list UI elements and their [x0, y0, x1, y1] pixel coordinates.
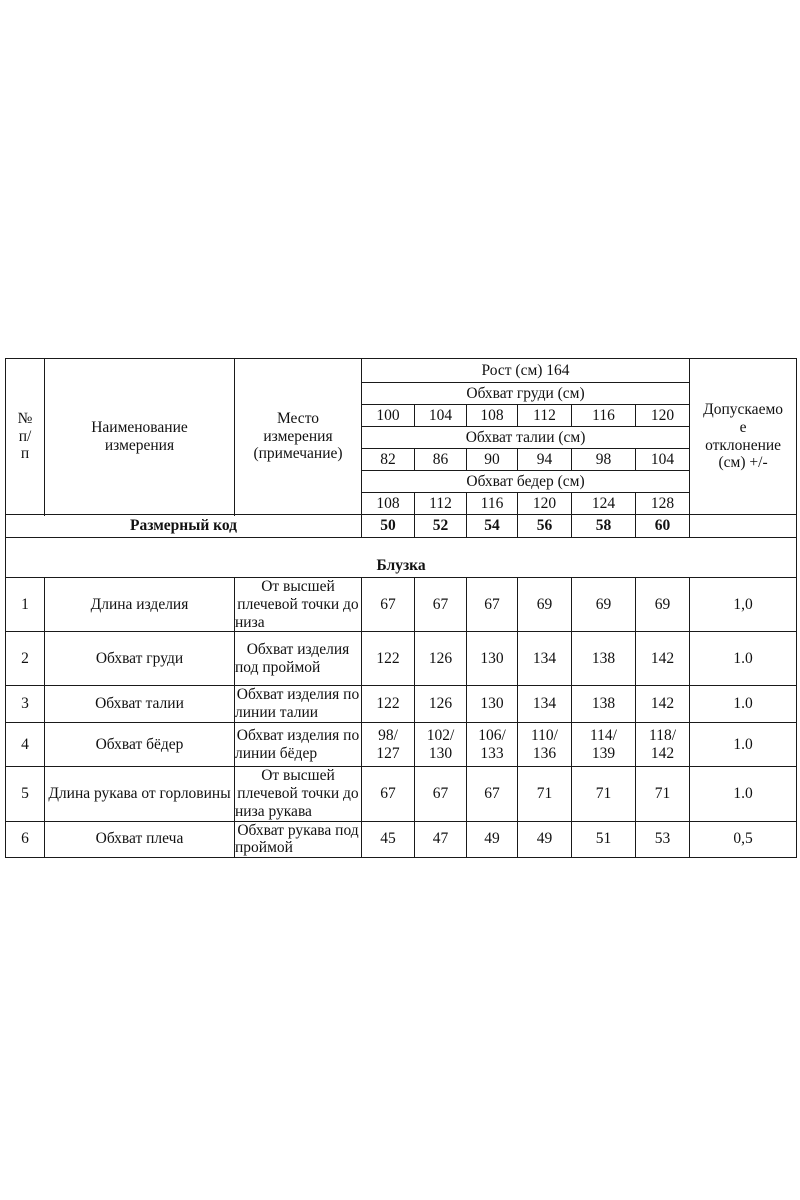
hips-value: 124 — [572, 493, 636, 515]
waist-value: 82 — [362, 449, 415, 471]
size-code-value: 56 — [518, 515, 572, 538]
row-value: 142 — [636, 686, 690, 723]
row-place: От высшей плечевой точки до низа — [235, 578, 362, 632]
waist-value: 86 — [415, 449, 467, 471]
header-place-line: (примечание) — [253, 445, 343, 463]
row-number: 3 — [6, 686, 45, 723]
row-tolerance: 1.0 — [690, 723, 797, 767]
header-tolerance-line: е — [739, 418, 747, 436]
row-number: 2 — [6, 632, 45, 686]
row-value: 138 — [572, 632, 636, 686]
row-tolerance: 0,5 — [690, 821, 797, 858]
size-table — [5, 358, 797, 858]
row-value: 47 — [415, 821, 467, 858]
waist-value: 90 — [467, 449, 518, 471]
hip-value-top: 114/ — [590, 726, 617, 744]
row-name: Обхват бёдер — [45, 723, 235, 767]
row-tolerance: 1.0 — [690, 632, 797, 686]
size-code-value: 60 — [636, 515, 690, 538]
hip-value-top: 106/ — [478, 726, 506, 744]
row-number: 6 — [6, 821, 45, 858]
row-name: Длина изделия — [45, 578, 235, 632]
hips-value: 120 — [518, 493, 572, 515]
header-height: Рост (см) 164 — [362, 359, 690, 383]
row-value: 130 — [467, 686, 518, 723]
size-code-value: 58 — [572, 515, 636, 538]
section-title: Блузка — [6, 538, 797, 578]
row-name: Длина рукава от горловины — [45, 767, 235, 821]
waist-value: 94 — [518, 449, 572, 471]
row-value — [467, 723, 518, 767]
hips-value: 116 — [467, 493, 518, 515]
row-name: Обхват груди — [45, 632, 235, 686]
hip-value-top: 118/ — [649, 726, 677, 744]
row-value: 53 — [636, 821, 690, 858]
row-name: Обхват талии — [45, 686, 235, 723]
hips-value: 128 — [636, 493, 690, 515]
row-place: От высшей плечевой точки до низа рукава — [235, 767, 362, 821]
header-measurement-name — [45, 359, 235, 515]
table-row — [6, 821, 797, 858]
row-place: Обхват изделия под проймой — [235, 632, 362, 686]
table-row — [6, 723, 797, 767]
hip-value-top: 102/ — [426, 726, 455, 744]
row-place: Обхват рукава под проймой — [235, 821, 362, 858]
header-place-line: измерения — [263, 427, 333, 445]
size-code-empty — [690, 515, 797, 538]
hips-value: 112 — [415, 493, 467, 515]
header-tolerance-line: (см) +/- — [718, 454, 768, 472]
hip-value-top: 110/ — [531, 726, 558, 744]
hip-value-bottom: 142 — [650, 744, 675, 762]
header-place-line: Место — [276, 409, 320, 427]
chest-value: 104 — [415, 405, 467, 427]
header-number-line: № — [17, 409, 33, 427]
row-value: 49 — [518, 821, 572, 858]
hip-value-bottom: 139 — [591, 744, 616, 762]
header-number-line: п — [20, 445, 30, 463]
row-value: 126 — [415, 632, 467, 686]
size-code-value: 52 — [415, 515, 467, 538]
table-row — [6, 632, 797, 686]
header-waist-label: Обхват талии (см) — [362, 427, 690, 449]
row-value: 134 — [518, 686, 572, 723]
row-value: 122 — [362, 686, 415, 723]
row-value — [636, 723, 690, 767]
hips-value: 108 — [362, 493, 415, 515]
row-value: 69 — [636, 578, 690, 632]
row-value: 142 — [636, 632, 690, 686]
table-row — [6, 686, 797, 723]
header-tolerance-line: Допускаемо — [703, 400, 784, 418]
header-name-line: измерения — [104, 436, 175, 454]
header-hips-label: Обхват бедер (см) — [362, 471, 690, 493]
size-code-label: Размерный код — [6, 515, 362, 538]
row-place: Обхват изделия по линии талии — [235, 686, 362, 723]
row-value: 126 — [415, 686, 467, 723]
waist-value: 104 — [636, 449, 690, 471]
row-value: 67 — [415, 767, 467, 821]
hip-value-bottom: 133 — [480, 744, 504, 762]
row-value: 134 — [518, 632, 572, 686]
row-value — [362, 723, 415, 767]
row-tolerance: 1.0 — [690, 686, 797, 723]
row-value: 49 — [467, 821, 518, 858]
row-number: 5 — [6, 767, 45, 821]
row-value: 67 — [467, 767, 518, 821]
hip-value-bottom: 136 — [532, 744, 557, 762]
hip-value-top: 98/ — [378, 726, 398, 744]
waist-value: 98 — [572, 449, 636, 471]
row-value: 71 — [636, 767, 690, 821]
row-value: 67 — [362, 767, 415, 821]
row-value: 69 — [518, 578, 572, 632]
row-tolerance: 1,0 — [690, 578, 797, 632]
header-chest-label: Обхват груди (см) — [362, 383, 690, 405]
hip-value-bottom: 130 — [428, 744, 453, 762]
row-number: 4 — [6, 723, 45, 767]
chest-value: 112 — [518, 405, 572, 427]
row-value — [415, 723, 467, 767]
row-value: 122 — [362, 632, 415, 686]
row-value: 67 — [467, 578, 518, 632]
table-row — [6, 767, 797, 821]
header-measurement-place — [235, 359, 362, 515]
row-place: Обхват изделия по линии бёдер — [235, 723, 362, 767]
row-value — [518, 723, 572, 767]
row-value: 69 — [572, 578, 636, 632]
row-value: 138 — [572, 686, 636, 723]
header-name-line: Наименование — [91, 418, 188, 436]
row-number: 1 — [6, 578, 45, 632]
row-value: 45 — [362, 821, 415, 858]
row-value: 67 — [362, 578, 415, 632]
row-name: Обхват плеча — [45, 821, 235, 858]
size-code-value: 54 — [467, 515, 518, 538]
row-value — [572, 723, 636, 767]
size-chart — [5, 358, 796, 858]
hip-value-bottom: 127 — [376, 744, 400, 762]
chest-value: 120 — [636, 405, 690, 427]
header-tolerance-line: отклонение — [705, 436, 782, 454]
row-value: 51 — [572, 821, 636, 858]
row-value: 71 — [518, 767, 572, 821]
chest-value: 100 — [362, 405, 415, 427]
chest-value: 116 — [572, 405, 636, 427]
chest-value: 108 — [467, 405, 518, 427]
row-value: 67 — [415, 578, 467, 632]
row-value: 130 — [467, 632, 518, 686]
row-tolerance: 1.0 — [690, 767, 797, 821]
table-row — [6, 578, 797, 632]
header-number-line: п/ — [18, 427, 32, 445]
size-code-value: 50 — [362, 515, 415, 538]
header-number — [6, 359, 45, 515]
row-value: 71 — [572, 767, 636, 821]
header-tolerance — [690, 359, 797, 515]
